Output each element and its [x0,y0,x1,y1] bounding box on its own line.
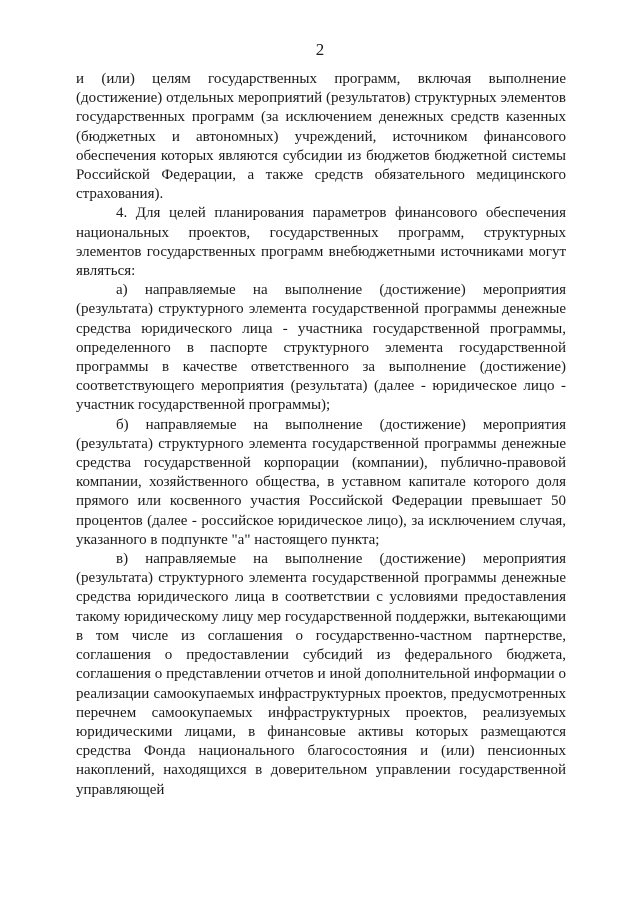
paragraph-continuation: и (или) целям государственных программ, включая выполнение (достижение) отдельных мероприятий (результатов) структурных элементов государственных программ (за исключением денежных средств казенных (бюджетных и автономных) учреждений, источником финансового обеспечения которых являются субсидии из бюджетов бюджетной системы Российской Федерации, а также средств обязательного медицинского страхования). [76,71,566,203]
paragraph-item-4v: в) направляемые на выполнение (достижение) мероприятия (результата) структурного элемента государственной программы денежные средства юридического лица в соответствии с условиями предоставления такому юридическому лицу мер государственной поддержки, вытекающими в том числе из соглашения о государственно-частном партнерстве, соглашения о предоставлении субсидий из федерального бюджета, соглашения о представлении отчетов и иной дополнительной информации о реализации самоокупаемых инфраструктурных проектов, предусмотренных перечнем самоокупаемых инфраструктурных проектов, реализуемых юридическими лицами, в финансовые активы которых размещаются средства Фонда национального благосостояния и (или) пенсионных накоплений, находящихся в доверительном управлении государственной управляющей [76,551,566,798]
paragraph-item-4a: а) направляемые на выполнение (достижение) мероприятия (результата) структурного элемента государственной программы денежные средства юридического лица - участника государственной программы, определенного в паспорте структурного элемента государственной программы в качестве ответственного за выполнение (достижение) соответствующего мероприятия (результата) (далее - юридическое лицо - участник государственной программы); [76,282,566,414]
page-number: 2 [315,40,325,59]
document-body [76,70,566,800]
paragraph-item-4b: б) направляемые на выполнение (достижение) мероприятия (результата) структурного элемента государственной программы денежные средства государственной корпорации (компании), публично-правовой компании, хозяйственного общества, в уставном капитале которого доля прямого или косвенного участия Российской Федерации превышает 50 процентов (далее - российское юридическое лицо), за исключением случая, указанного в подпункте "а" настоящего пункта; [76,416,566,548]
paragraph-item-4: 4. Для целей планирования параметров финансового обеспечения национальных проектов, государственных программ, структурных элементов государственных программ внебюджетными источниками могут являться: [76,205,566,280]
